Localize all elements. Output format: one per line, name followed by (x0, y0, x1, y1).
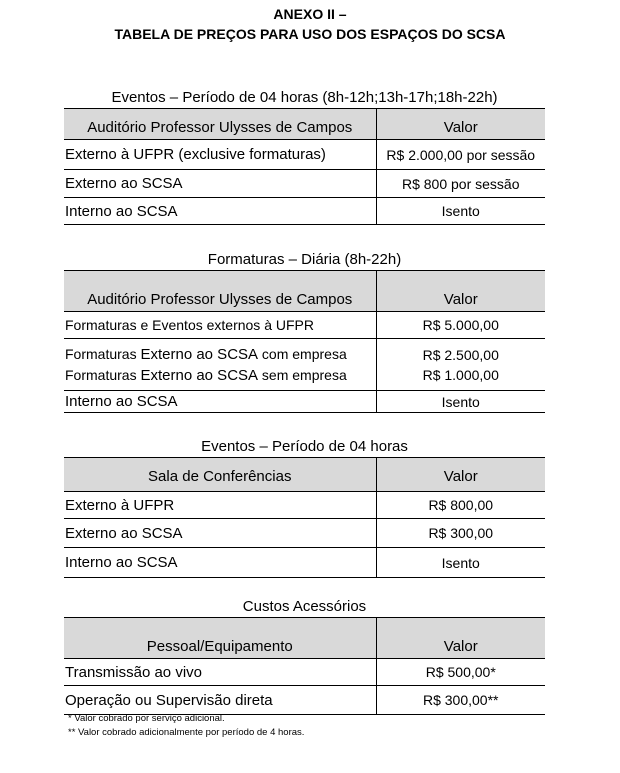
footnotes (68, 712, 304, 740)
label-prefix: Formaturas (65, 366, 141, 383)
price-table (64, 617, 545, 715)
row-label-group (64, 339, 376, 391)
price-table (64, 270, 545, 413)
footnote-2: ** Valor cobrado adicionalmente por período de 4 horas. (68, 727, 305, 738)
table-row (64, 686, 545, 715)
section-caption: Formaturas – Diária (8h-22h) (207, 251, 402, 268)
column-header-space: Sala de Conferências (64, 458, 376, 492)
row-label-with-company (65, 344, 376, 365)
section-eventos-auditorio (64, 88, 545, 225)
row-label: Externo à UFPR (64, 492, 376, 519)
column-header-value: Valor (376, 458, 545, 492)
price-table (64, 457, 545, 578)
column-header-space: Auditório Professor Ulysses de Campos (64, 271, 376, 312)
table-row (64, 140, 545, 170)
table-row (64, 170, 545, 198)
row-label: Formaturas e Eventos externos à UFPR (64, 312, 376, 339)
row-label: Interno ao SCSA (64, 548, 376, 578)
column-header-value: Valor (376, 271, 545, 312)
table-row (64, 659, 545, 686)
row-label: Externo à UFPR (exclusive formaturas) (64, 140, 376, 170)
column-header-space: Pessoal/Equipamento (64, 618, 376, 659)
label-main: Externo ao SCSA (140, 366, 259, 384)
footnote-1: * Valor cobrado por serviço adicional. (68, 713, 225, 724)
row-value: Isento (376, 548, 545, 578)
row-label: Interno ao SCSA (64, 198, 376, 225)
row-value: R$ 800 por sessão (376, 170, 545, 198)
table-header-row (64, 109, 545, 140)
row-value: Isento (376, 198, 545, 225)
section-caption: Eventos – Período de 04 horas (8h-12h;13h-17h;18h-22h) (111, 89, 498, 106)
row-value-with-company: R$ 2.500,00 (422, 346, 499, 363)
label-suffix: com empresa (258, 345, 347, 362)
row-value: R$ 2.000,00 por sessão (376, 140, 545, 170)
row-label-without-company (65, 365, 376, 386)
document-title: TABELA DE PREÇOS PARA USO DOS ESPAÇOS DO SCSA (114, 26, 506, 42)
price-table (64, 108, 545, 225)
table-row (64, 391, 545, 413)
row-label: Externo ao SCSA (64, 519, 376, 548)
section-formaturas (64, 250, 545, 413)
table-row (64, 492, 545, 519)
row-value: R$ 300,00** (376, 686, 545, 715)
label-prefix: Formaturas (65, 345, 141, 362)
annex-title: ANEXO II – (273, 6, 347, 22)
table-header-row (64, 271, 545, 312)
label-main: Externo ao SCSA (140, 345, 259, 363)
column-header-value: Valor (376, 109, 545, 140)
row-value-without-company: R$ 1.000,00 (422, 366, 499, 383)
row-label: Operação ou Supervisão direta (64, 686, 376, 715)
row-value: Isento (376, 391, 545, 413)
column-header-value: Valor (376, 618, 545, 659)
row-value-group (376, 339, 545, 391)
row-label: Interno ao SCSA (64, 391, 376, 413)
column-header-space: Auditório Professor Ulysses de Campos (64, 109, 376, 140)
table-header-row (64, 618, 545, 659)
row-label: Transmissão ao vivo (64, 659, 376, 686)
table-row (64, 312, 545, 339)
table-row (64, 339, 545, 391)
row-value: R$ 500,00* (376, 659, 545, 686)
row-value: R$ 5.000,00 (376, 312, 545, 339)
row-label: Externo ao SCSA (64, 170, 376, 198)
row-value: R$ 800,00 (376, 492, 545, 519)
table-header-row (64, 458, 545, 492)
table-row (64, 198, 545, 225)
section-caption: Eventos – Período de 04 horas (201, 438, 408, 455)
table-row (64, 519, 545, 548)
section-caption: Custos Acessórios (242, 598, 367, 615)
table-row (64, 548, 545, 578)
section-custos-acessorios (64, 597, 545, 715)
section-sala-conferencias (64, 437, 545, 578)
label-suffix: sem empresa (258, 366, 347, 383)
row-value: R$ 300,00 (376, 519, 545, 548)
